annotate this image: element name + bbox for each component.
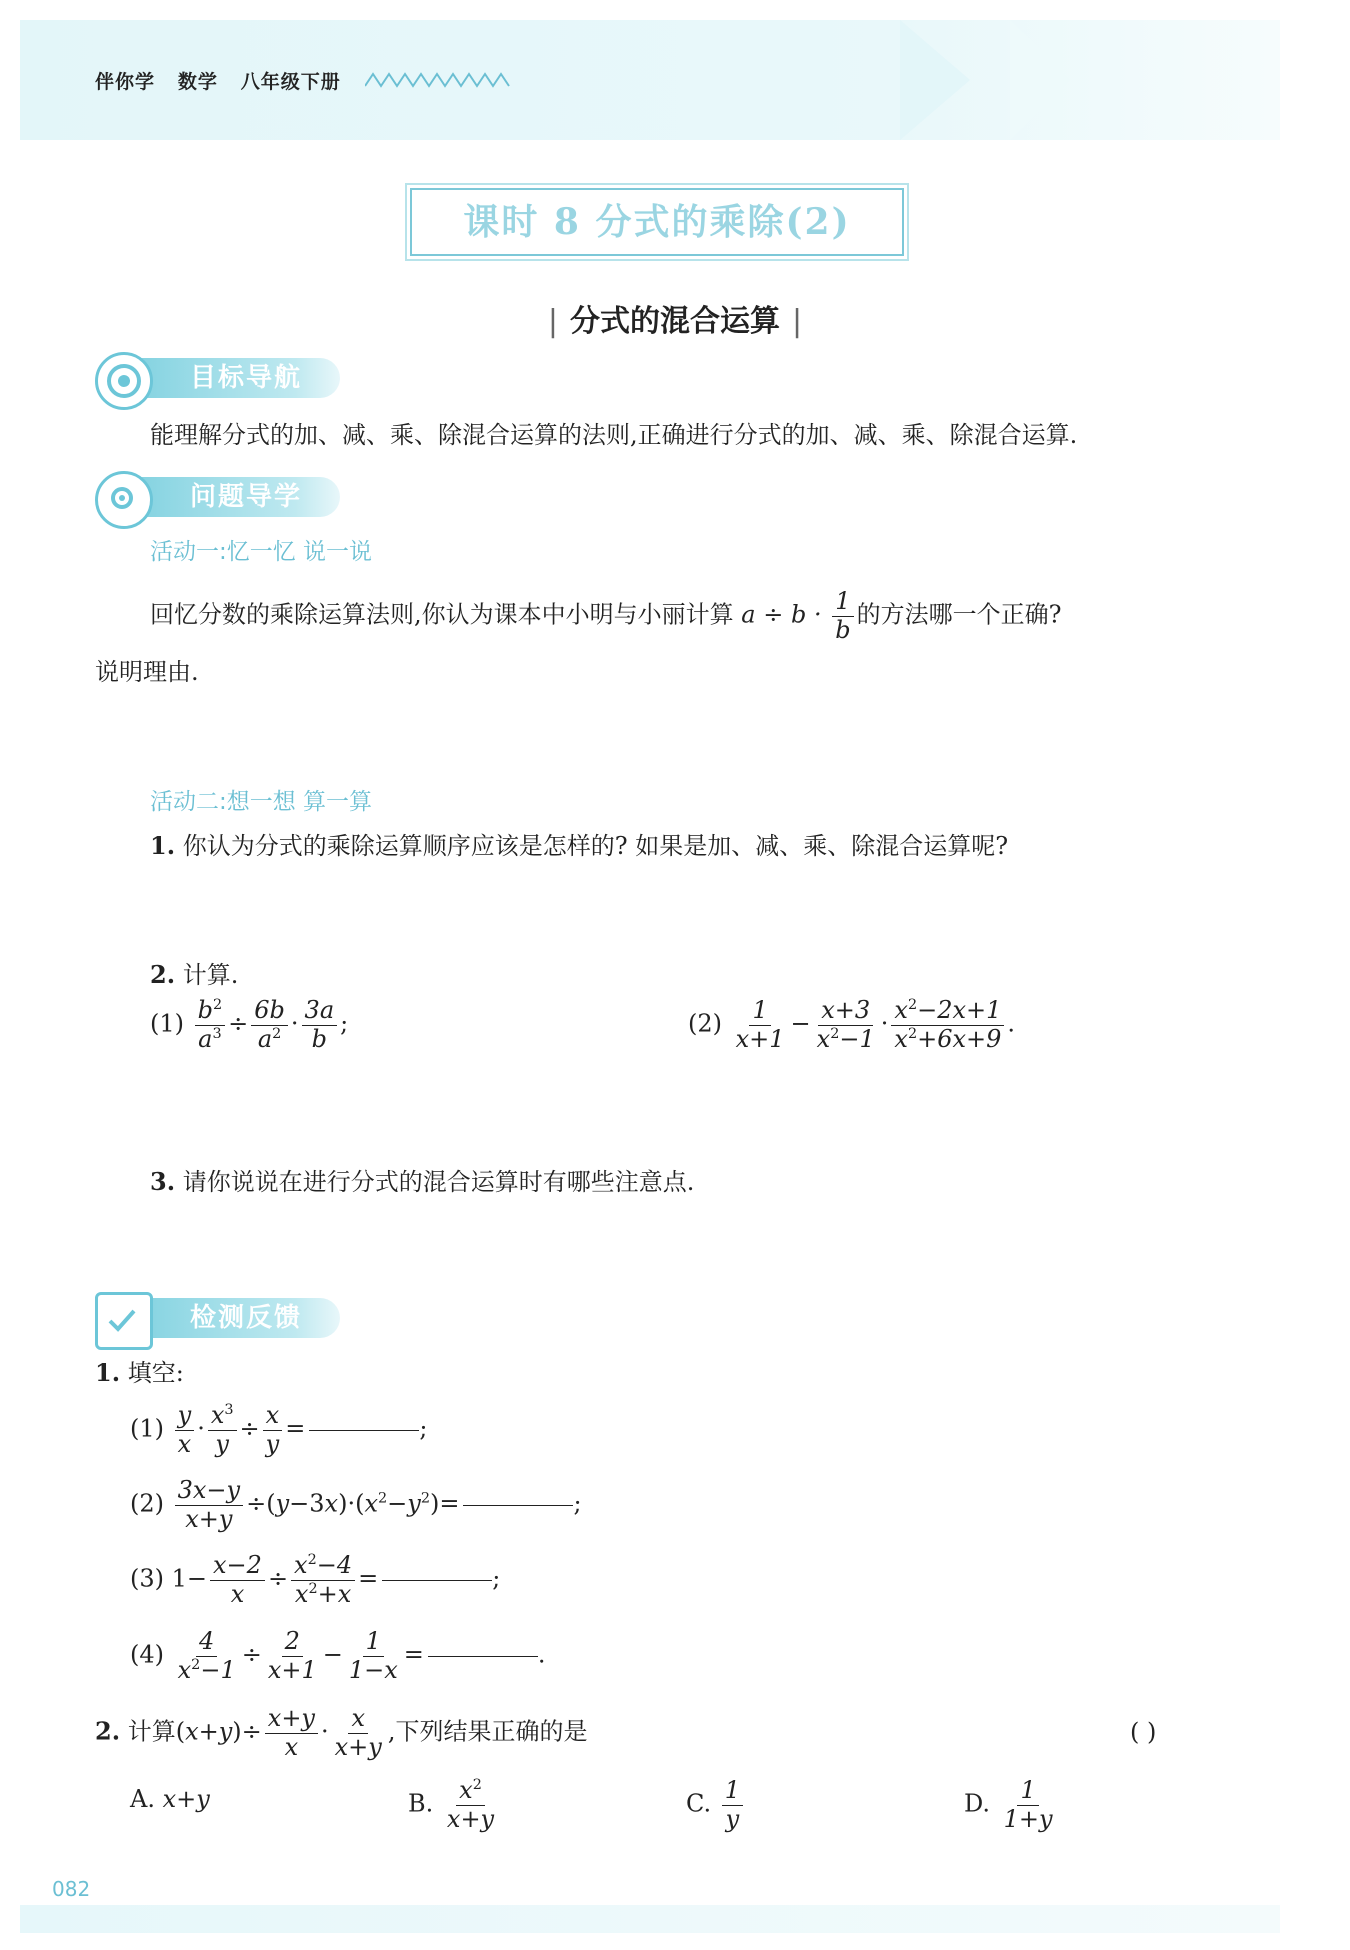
check-q2-text-b: ,下列结果正确的是	[387, 1717, 588, 1746]
zigzag-decoration-icon	[365, 72, 515, 88]
fraction-1-over-b: $\frac{1}{b}$	[832, 588, 853, 644]
activity2-q3: 3. 请你说说在进行分式的混合运算时有哪些注意点.	[150, 1167, 695, 1196]
option-b[interactable]: B. $\frac{x^2}{x+y}$	[408, 1776, 495, 1833]
goal-section-tag: 目标导航	[118, 358, 340, 398]
option-a-label: A.	[130, 1785, 155, 1813]
checklist-icon	[95, 1292, 153, 1350]
activity2-q2: 2. 计算.	[150, 960, 239, 989]
calc-problem-2: (2) $\frac{1}{x+1}$ − $\frac{x+3}{x^2-1}$ · $\frac{x^2-2x+1}{x^2+6x+9}$ .	[688, 996, 1016, 1053]
math-expression: a ÷ b ·	[741, 600, 830, 629]
fill-problem-1: (1) $\frac{y}{x}$ · $\frac{x^3}{y}$ ÷ $\frac{x}{y}$ = ;	[130, 1401, 428, 1458]
answer-blank[interactable]	[428, 1655, 538, 1657]
activity2-q1-text: 你认为分式的乘除运算顺序应该是怎样的? 如果是加、减、乘、除混合运算呢?	[182, 832, 1009, 860]
option-b-label: B.	[408, 1789, 434, 1818]
fill-problem-2: (2) $\frac{3x-y}{x+y}$ $\div(y-3x)\cdot(x^2-y^2)=$ ;	[130, 1476, 582, 1533]
target-icon	[95, 352, 153, 410]
goal-text: 能理解分式的加、减、乘、除混合运算的法则,正确进行分式的加、减、乘、除混合运算.	[150, 421, 1078, 449]
activity2-title: 活动二:想一想 算一算	[150, 789, 373, 815]
check-section-tag: 检测反馈	[118, 1298, 340, 1338]
fill-problem-3: (3) 1− $\frac{x-2}{x}$ ÷ $\frac{x^2-4}{x^2+x}$ = ;	[130, 1551, 501, 1608]
guide-section-tag: 问题导学	[118, 477, 340, 517]
lesson-title: 课时 8 分式的乘除(2)	[410, 188, 904, 256]
subtitle-text: 分式的混合运算	[570, 304, 780, 339]
check-q1-text: 填空:	[127, 1359, 184, 1387]
activity2-q3-text: 请你说说在进行分式的混合运算时有哪些注意点.	[182, 1168, 695, 1196]
activity1-text-a: 回忆分数的乘除运算法则,你认为课本中小明与小丽计算	[150, 600, 734, 629]
check-q2: 2. 计算(x+y)÷ $\frac{x+y}{x}$ · $\frac{x}{x+y}$ ,下列结果正确的是	[95, 1704, 588, 1761]
answer-blank[interactable]	[382, 1579, 492, 1581]
option-c[interactable]: C. $\frac{1}{y}$	[686, 1777, 746, 1833]
answer-blank[interactable]	[463, 1504, 573, 1506]
activity2-q1: 1. 你认为分式的乘除运算顺序应该是怎样的? 如果是加、减、乘、除混合运算呢?	[150, 831, 1009, 860]
activity2-q2-text: 计算.	[182, 961, 239, 989]
section-subtitle	[0, 296, 1350, 340]
calc-problem-1: (1) $\frac{b^2}{a^3}$ ÷ $\frac{6b}{a^2}$ · $\frac{3a}{b}$ ;	[150, 996, 349, 1053]
check-q1: 1. 填空:	[95, 1358, 184, 1387]
header-arrow-decoration	[900, 20, 970, 140]
activity1-text-c: 说明理由.	[95, 658, 199, 686]
check-q2-text-a: 计算	[127, 1717, 176, 1746]
footer-band	[20, 1905, 1280, 1933]
option-a[interactable]: A. x+y	[130, 1785, 210, 1813]
answer-blank[interactable]	[309, 1429, 419, 1431]
activity1-text-b: 的方法哪一个正确?	[856, 600, 1062, 629]
fill-problem-4: (4) $\frac{4}{x^2-1}$ ÷ $\frac{2}{x+1}$ − $\frac{1}{1-x}$ = .	[130, 1627, 546, 1684]
header-chevron-decoration	[1010, 20, 1070, 140]
activity1-question	[150, 588, 1061, 644]
option-d[interactable]: D. $\frac{1}{1+y}$	[964, 1776, 1053, 1833]
option-c-label: C.	[686, 1789, 712, 1818]
head-gear-icon	[95, 471, 153, 529]
header-book-info: 伴你学 数学 八年级下册	[95, 71, 341, 93]
divider-right: |	[792, 304, 803, 339]
page-number: 082	[52, 1877, 91, 1901]
divider-left: |	[547, 304, 558, 339]
activity1-title: 活动一:忆一忆 说一说	[150, 539, 373, 565]
option-d-label: D.	[964, 1789, 991, 1818]
answer-parentheses[interactable]: ( )	[1130, 1718, 1157, 1746]
